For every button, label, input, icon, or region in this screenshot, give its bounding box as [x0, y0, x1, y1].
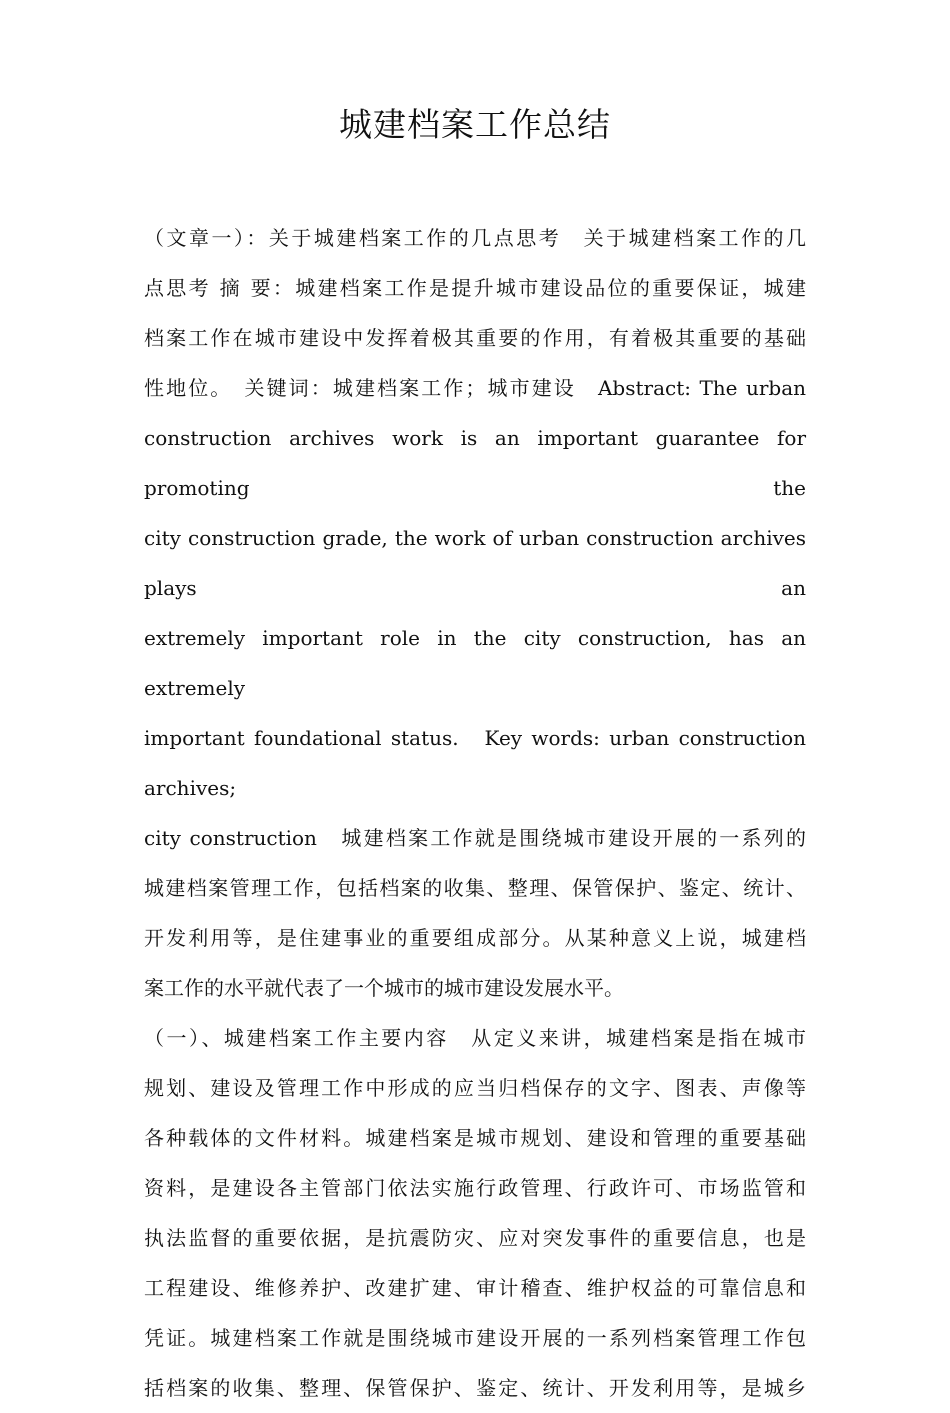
text-line: 凭证。城建档案工作就是围绕城市建设开展的一系列档案管理工作包 — [144, 1326, 806, 1350]
text-line: 括档案的收集、整理、保管保护、鉴定、统计、开发利用等，是城乡 — [144, 1376, 806, 1400]
text-line: 档案工作在城市建设中发挥着极其重要的作用，有着极其重要的基础 — [144, 326, 806, 350]
text-line: important foundational status. Key words: urban construction archives; — [144, 726, 806, 800]
document-body — [144, 213, 806, 1413]
text-line: 规划、建设及管理工作中形成的应当归档保存的文字、图表、声像等 — [144, 1076, 806, 1100]
document-title: 城建档案工作总结 — [339, 105, 611, 144]
text-line: 城建档案管理工作，包括档案的收集、整理、保管保护、鉴定、统计、 — [144, 876, 806, 900]
text-line: 执法监督的重要依据，是抗震防灾、应对突发事件的重要信息，也是 — [144, 1226, 806, 1250]
text-line: （文章一）：关于城建档案工作的几点思考 关于城建档案工作的几 — [144, 226, 806, 250]
paragraph-2 — [144, 1013, 806, 1413]
text-line: 工程建设、维修养护、改建扩建、审计稽查、维护权益的可靠信息和 — [144, 1276, 806, 1300]
text-line: 案工作的水平就代表了一个城市的城市建设发展水平。 — [144, 976, 624, 1000]
text-line: city construction grade, the work of urban construction archives plays an — [144, 526, 806, 600]
paragraph-1 — [144, 213, 806, 1013]
text-line: extremely important role in the city construction, has an extremely — [144, 626, 806, 700]
text-line: construction archives work is an important guarantee for promoting the — [144, 426, 806, 500]
text-line: city construction 城建档案工作就是围绕城市建设开展的一系列的 — [144, 826, 806, 850]
text-line: 性地位。 关键词：城建档案工作；城市建设 Abstract: The urban — [144, 376, 806, 400]
text-line: 点思考 摘 要：城建档案工作是提升城市建设品位的重要保证，城建 — [144, 276, 806, 300]
text-line: 各种载体的文件材料。城建档案是城市规划、建设和管理的重要基础 — [144, 1126, 806, 1150]
text-line: （一）、城建档案工作主要内容 从定义来讲，城建档案是指在城市 — [144, 1026, 806, 1050]
text-line: 开发利用等，是住建事业的重要组成部分。从某种意义上说，城建档 — [144, 926, 806, 950]
text-line: 资料，是建设各主管部门依法实施行政管理、行政许可、市场监管和 — [144, 1176, 806, 1200]
